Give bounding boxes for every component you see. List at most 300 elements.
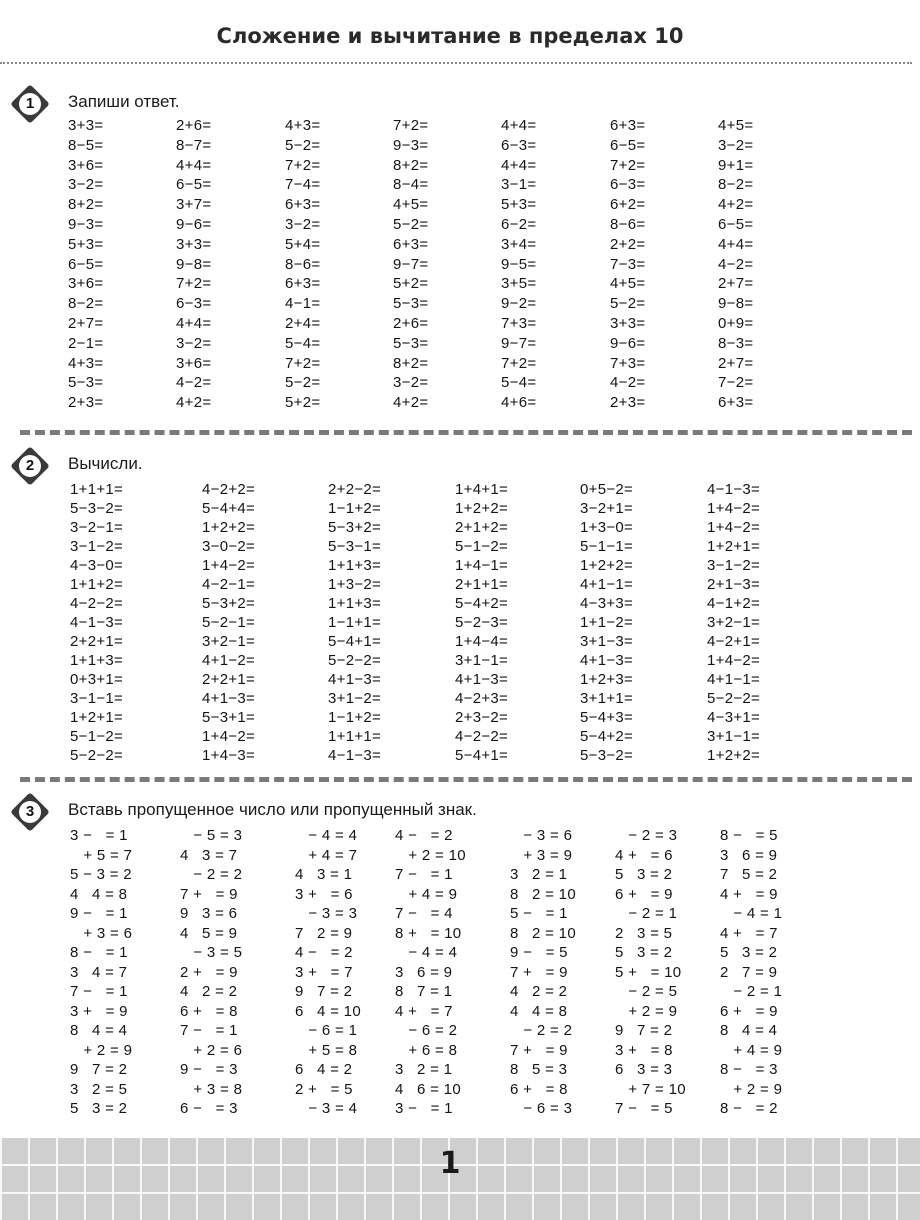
exercise: 9 7 = 2 — [295, 983, 353, 1000]
exercise: 5−3−1= — [328, 538, 382, 555]
exercise: − 3 = 5 — [180, 944, 243, 961]
exercise: 9−8= — [718, 295, 754, 313]
exercise: 3−2= — [176, 334, 212, 352]
exercise: 3+6= — [176, 354, 212, 372]
exercise: 3+4= — [501, 235, 537, 253]
exercise: + 2 = 9 — [70, 1041, 133, 1059]
exercise: 3+1−1= — [707, 728, 761, 745]
exercise: 5−4+3= — [580, 709, 634, 726]
exercise: 4 + = 6 — [615, 846, 673, 864]
exercise: 1−1+1= — [328, 614, 382, 631]
exercise: − 2 = 1 — [615, 905, 678, 922]
exercise: 2 + = 5 — [295, 1080, 353, 1098]
exercise: 3 − = 1 — [395, 1100, 453, 1117]
exercise: 4+3= — [285, 117, 321, 134]
exercise: 9−6= — [610, 334, 646, 352]
task-instruction: Вставь пропущенное число или пропущенный знак. — [68, 800, 477, 819]
exercise: 4+5= — [393, 196, 429, 214]
exercise: 9−5= — [501, 255, 537, 273]
exercise: 7 − = 1 — [70, 983, 128, 1000]
exercise: 5−3+1= — [202, 709, 256, 726]
exercise: 4+4= — [176, 156, 212, 174]
exercise: 8+2= — [68, 196, 104, 214]
exercise: 3−2−1= — [70, 519, 124, 536]
exercise: 6 + = 9 — [615, 885, 673, 903]
exercise: 5−2−1= — [202, 614, 256, 631]
exercise: 5−1−1= — [580, 538, 634, 555]
exercise: + 5 = 7 — [70, 846, 133, 864]
exercise: 5 3 = 2 — [615, 866, 673, 883]
page-title: Сложение и вычитание в пределах 10 — [216, 24, 684, 48]
exercise: 9+1= — [718, 156, 754, 174]
exercise: − 2 = 5 — [615, 983, 678, 1000]
exercise: 5+4= — [285, 235, 321, 253]
exercise: 5+3= — [501, 196, 537, 214]
exercise: 5 + = 10 — [615, 963, 682, 981]
exercise: 4−2−2= — [70, 595, 124, 612]
exercise-grid-2 — [70, 481, 810, 771]
exercise: 1+1+3= — [70, 652, 124, 669]
exercise: 4−3−0= — [70, 557, 124, 574]
exercise: + 4 = 9 — [395, 885, 458, 903]
exercise: 4 4 = 8 — [70, 885, 128, 903]
exercise: 2 + = 9 — [180, 963, 238, 981]
exercise: 9 3 = 6 — [180, 905, 238, 922]
exercise: 5−3+2= — [202, 595, 256, 612]
exercise: 1+4−2= — [707, 519, 761, 536]
exercise: 6+3= — [285, 196, 321, 214]
exercise: 7+2= — [285, 156, 321, 174]
exercise: 8−5= — [68, 136, 104, 154]
exercise: 5−4+1= — [455, 747, 509, 764]
exercise: 7+3= — [610, 354, 646, 372]
exercise: 8−3= — [718, 334, 754, 352]
exercise: 1+3−2= — [328, 576, 382, 593]
exercise: − 6 = 3 — [510, 1100, 573, 1117]
exercise: 4 2 = 2 — [510, 983, 568, 1000]
exercise: 4 4 = 8 — [510, 1002, 568, 1020]
exercise: 8+2= — [393, 156, 429, 174]
exercise: 3 4 = 7 — [70, 963, 128, 981]
exercise: 7 − = 1 — [395, 866, 453, 883]
exercise: 2+3= — [68, 394, 104, 412]
exercise: 4+1−3= — [202, 690, 256, 707]
exercise: + 3 = 8 — [180, 1080, 243, 1098]
exercise: 3 + = 7 — [295, 963, 353, 981]
exercise: + 3 = 9 — [510, 846, 573, 864]
exercise: 3−2+1= — [580, 500, 634, 517]
exercise: 1+1+1= — [70, 481, 124, 498]
exercise: 4+4= — [501, 117, 537, 134]
exercise: 3−1−2= — [707, 557, 761, 574]
exercise: 4−2−2= — [455, 728, 509, 745]
exercise: 2+7= — [718, 354, 754, 372]
exercise: 3+2−1= — [707, 614, 761, 631]
exercise: 6 + = 8 — [180, 1002, 238, 1020]
exercise: 7−4= — [285, 176, 321, 194]
exercise: 3 2 = 1 — [510, 866, 568, 883]
exercise: − 2 = 1 — [720, 983, 783, 1000]
exercise: 2+3−2= — [455, 709, 509, 726]
exercise: 4 − = 2 — [295, 944, 353, 961]
exercise: 3+2−1= — [202, 633, 256, 650]
exercise: 4 + = 7 — [395, 1002, 453, 1020]
exercise: 3+5= — [501, 275, 537, 293]
exercise: 5−2−2= — [70, 747, 124, 764]
exercise: 6+2= — [610, 196, 646, 214]
exercise: 9 7 = 2 — [615, 1022, 673, 1039]
exercise: 6 4 = 2 — [295, 1061, 353, 1078]
exercise: 3 2 = 1 — [395, 1061, 453, 1078]
exercise: 3−0−2= — [202, 538, 256, 555]
exercise: 4 3 = 7 — [180, 846, 238, 864]
exercise: 3+3= — [610, 315, 646, 332]
exercise: 1+2+2= — [707, 747, 761, 764]
exercise: 5 3 = 2 — [70, 1100, 128, 1117]
exercise: 3+1−2= — [328, 690, 382, 707]
exercise: 7 5 = 2 — [720, 866, 778, 883]
exercise: + 3 = 6 — [70, 924, 133, 942]
exercise: 7+2= — [176, 275, 212, 293]
exercise: 3 + = 8 — [615, 1041, 673, 1059]
exercise: 7 + = 9 — [180, 885, 238, 903]
exercise: 9−3= — [393, 136, 429, 154]
exercise: 3 2 = 5 — [70, 1080, 128, 1098]
exercise: 4+2= — [176, 394, 212, 412]
exercise: 5−1−2= — [455, 538, 509, 555]
exercise: 6−3= — [176, 295, 212, 313]
exercise: 4 2 = 2 — [180, 983, 238, 1000]
exercise: 7−3= — [610, 255, 646, 273]
exercise: 4−3+3= — [580, 595, 634, 612]
exercise: 9 − = 1 — [70, 905, 128, 922]
exercise: 8 2 = 10 — [510, 924, 576, 942]
exercise: 8 4 = 4 — [720, 1022, 778, 1039]
exercise: 2+6= — [393, 315, 429, 332]
exercise: 4+3= — [68, 354, 104, 372]
exercise: 7 + = 9 — [510, 963, 568, 981]
exercise: 5 3 = 2 — [615, 944, 673, 961]
exercise: 9 − = 3 — [180, 1061, 238, 1078]
exercise: 8 − = 2 — [720, 1100, 778, 1117]
exercise: 3+6= — [68, 275, 104, 293]
exercise: 5 − 3 = 2 — [70, 866, 132, 883]
exercise: 4 3 = 1 — [295, 866, 353, 883]
exercise: 4+1−1= — [707, 671, 761, 688]
exercise: 5−4+2= — [580, 728, 634, 745]
exercise: 3+6= — [68, 156, 104, 174]
exercise: 1+4+1= — [455, 481, 509, 498]
exercise: 6 4 = 10 — [295, 1002, 361, 1020]
exercise: 8 5 = 3 — [510, 1061, 568, 1078]
exercise: 2 3 = 5 — [615, 924, 673, 942]
exercise: 1+1+3= — [328, 595, 382, 612]
exercise: 4−1+2= — [707, 595, 761, 612]
exercise: 5+3= — [68, 235, 104, 253]
exercise: 1−1+2= — [328, 709, 382, 726]
exercise: 6−2= — [501, 216, 537, 233]
exercise: + 2 = 10 — [395, 846, 466, 864]
exercise: 5−2= — [285, 374, 321, 392]
exercise: 6 + = 8 — [510, 1080, 568, 1098]
exercise: 4+1−2= — [202, 652, 256, 669]
exercise: 4−2+2= — [202, 481, 256, 498]
exercise: + 4 = 7 — [295, 846, 358, 864]
exercise: 4−2= — [610, 374, 646, 392]
exercise: 6 − = 3 — [180, 1100, 238, 1117]
exercise: 9−7= — [393, 255, 429, 273]
exercise: 3−1= — [501, 176, 537, 194]
exercise: − 6 = 1 — [295, 1022, 358, 1039]
exercise: 8+2= — [393, 354, 429, 372]
exercise: 5+2= — [393, 275, 429, 293]
exercise: 8 7 = 1 — [395, 983, 453, 1000]
exercise: 6 + = 9 — [720, 1002, 778, 1020]
exercise: 7+2= — [610, 156, 646, 174]
page-number: 1 — [439, 1146, 461, 1181]
exercise: 4−2+3= — [455, 690, 509, 707]
exercise: − 2 = 2 — [510, 1022, 573, 1039]
exercise: 5−2= — [610, 295, 646, 313]
exercise: 0+5−2= — [580, 481, 634, 498]
exercise: + 2 = 6 — [180, 1041, 243, 1059]
task-number-badge: 2 — [10, 446, 50, 486]
exercise: 7 2 = 9 — [295, 924, 353, 942]
exercise: 7+2= — [393, 117, 429, 134]
exercise: 3 6 = 9 — [395, 963, 453, 981]
exercise: 2+7= — [718, 275, 754, 293]
exercise: 2+2+1= — [70, 633, 124, 650]
exercise: 2+7= — [68, 315, 104, 332]
exercise: − 3 = 6 — [510, 827, 573, 844]
exercise: 4 6 = 10 — [395, 1080, 461, 1098]
exercise: 3+1−1= — [455, 652, 509, 669]
exercise: 1+4−2= — [707, 500, 761, 517]
exercise: 3−1−1= — [70, 690, 124, 707]
task-number-badge: 3 — [10, 792, 50, 832]
exercise: 1+1+2= — [70, 576, 124, 593]
exercise: 5−2= — [393, 216, 429, 233]
exercise: 3−1−2= — [70, 538, 124, 555]
exercise: 7+2= — [501, 354, 537, 372]
exercise: 2+1+1= — [455, 576, 509, 593]
exercise: 5−4+4= — [202, 500, 256, 517]
exercise: 4−3+1= — [707, 709, 761, 726]
exercise: 2+1−3= — [707, 576, 761, 593]
exercise: 6−5= — [610, 136, 646, 154]
exercise: 4−1−3= — [328, 747, 382, 764]
exercise: − 6 = 2 — [395, 1022, 458, 1039]
exercise: 4+2= — [718, 196, 754, 214]
exercise: 5−2−2= — [707, 690, 761, 707]
exercise: 4+1−3= — [455, 671, 509, 688]
exercise: + 6 = 8 — [395, 1041, 458, 1059]
exercise: 8 2 = 10 — [510, 885, 576, 903]
exercise: 5−3+2= — [328, 519, 382, 536]
exercise: 1+3−0= — [580, 519, 634, 536]
exercise: 3−2= — [68, 176, 104, 194]
exercise: 3−2= — [393, 374, 429, 392]
exercise: + 5 = 8 — [295, 1041, 358, 1059]
exercise: 6−3= — [501, 136, 537, 154]
exercise: 9−2= — [501, 295, 537, 313]
exercise: + 2 = 9 — [615, 1002, 678, 1020]
title-divider — [0, 62, 912, 64]
exercise: 1+4−2= — [707, 652, 761, 669]
exercise: 5−3−2= — [580, 747, 634, 764]
exercise: 2+2+1= — [202, 671, 256, 688]
exercise: 5−3= — [68, 374, 104, 392]
exercise: 1+2+2= — [455, 500, 509, 517]
exercise: 7 − = 4 — [395, 905, 453, 922]
exercise: 4+1−3= — [580, 652, 634, 669]
exercise: 9−6= — [176, 216, 212, 233]
exercise: 4+4= — [718, 235, 754, 253]
exercise: 8−2= — [68, 295, 104, 313]
exercise: 4 + = 7 — [720, 924, 778, 942]
exercise: 8−2= — [718, 176, 754, 194]
exercise: 4−2+1= — [707, 633, 761, 650]
exercise: 6+3= — [393, 235, 429, 253]
exercise: 5−4= — [285, 334, 321, 352]
exercise: 1+2+2= — [202, 519, 256, 536]
exercise: 4 − = 2 — [395, 827, 453, 844]
exercise: 7 − = 5 — [615, 1100, 673, 1117]
exercise: 3 + = 9 — [70, 1002, 128, 1020]
exercise: 4+1−1= — [580, 576, 634, 593]
exercise: 1+2+1= — [707, 538, 761, 555]
exercise: 1+2+2= — [580, 557, 634, 574]
exercise: 3−2= — [285, 216, 321, 233]
exercise: 3+7= — [176, 196, 212, 214]
exercise: 7 − = 1 — [180, 1022, 238, 1039]
exercise: 5−3−2= — [70, 500, 124, 517]
exercise: 3+1+1= — [580, 690, 634, 707]
exercise: 4+5= — [610, 275, 646, 293]
exercise: 5−4+2= — [455, 595, 509, 612]
section-divider — [20, 430, 912, 435]
exercise: 6−5= — [718, 216, 754, 233]
exercise: 6−3= — [610, 176, 646, 194]
exercise: 3 6 = 9 — [720, 846, 778, 864]
exercise: 2+6= — [176, 117, 212, 134]
exercise: 8 − = 5 — [720, 827, 778, 844]
exercise: 4−1−3= — [707, 481, 761, 498]
exercise: 5−4+1= — [328, 633, 382, 650]
exercise: 1+4−3= — [202, 747, 256, 764]
exercise: 3 − = 1 — [70, 827, 128, 844]
exercise: 9 − = 5 — [510, 944, 568, 961]
exercise: 2−1= — [68, 334, 104, 352]
exercise: 7+3= — [501, 315, 537, 332]
exercise: 1+4−1= — [455, 557, 509, 574]
exercise: 5−2−3= — [455, 614, 509, 631]
exercise: 6+3= — [718, 394, 754, 412]
exercise: 4−1−3= — [70, 614, 124, 631]
exercise: 4−2= — [718, 255, 754, 273]
exercise: 2+2−2= — [328, 481, 382, 498]
exercise: 8 4 = 4 — [70, 1022, 128, 1039]
exercise-grid-3 — [70, 827, 810, 1127]
exercise: 4 5 = 9 — [180, 924, 238, 942]
exercise: 4+4= — [176, 315, 212, 332]
exercise: 1+1−2= — [580, 614, 634, 631]
exercise: 8 + = 10 — [395, 924, 462, 942]
exercise: 4+1−3= — [328, 671, 382, 688]
exercise: 1+4−2= — [202, 728, 256, 745]
exercise: 5−2−2= — [328, 652, 382, 669]
exercise: 8−6= — [610, 216, 646, 233]
exercise: 4−2−1= — [202, 576, 256, 593]
exercise: 3+3= — [176, 235, 212, 253]
exercise: 6+3= — [610, 117, 646, 134]
exercise: 3 + = 6 — [295, 885, 353, 903]
task-instruction: Запиши ответ. — [68, 92, 180, 111]
exercise: 4+5= — [718, 117, 754, 134]
exercise: + 2 = 9 — [720, 1080, 783, 1098]
task-instruction: Вычисли. — [68, 454, 143, 473]
exercise: 4 + = 9 — [720, 885, 778, 903]
exercise: − 4 = 1 — [720, 905, 783, 922]
exercise: 4+6= — [501, 394, 537, 412]
exercise: − 2 = 3 — [615, 827, 678, 844]
exercise: 6+3= — [285, 275, 321, 293]
exercise: 5 3 = 2 — [720, 944, 778, 961]
exercise: + 4 = 9 — [720, 1041, 783, 1059]
exercise: 1+4−2= — [202, 557, 256, 574]
exercise: 9−7= — [501, 334, 537, 352]
exercise: 3+1−3= — [580, 633, 634, 650]
exercise: 7 + = 9 — [510, 1041, 568, 1059]
exercise: 2+3= — [610, 394, 646, 412]
exercise: 5−3= — [393, 334, 429, 352]
exercise: 6−5= — [176, 176, 212, 194]
exercise: 8 − = 3 — [720, 1061, 778, 1078]
exercise: − 3 = 3 — [295, 905, 358, 922]
exercise: 8−7= — [176, 136, 212, 154]
exercise: + 7 = 10 — [615, 1080, 686, 1098]
exercise: 4−2= — [176, 374, 212, 392]
exercise: 1+2+3= — [580, 671, 634, 688]
exercise-grid-1 — [68, 117, 808, 417]
exercise: 5−4= — [501, 374, 537, 392]
exercise: 9 7 = 2 — [70, 1061, 128, 1078]
exercise: 1+4−4= — [455, 633, 509, 650]
exercise: 3−2= — [718, 136, 754, 154]
exercise: 5 − = 1 — [510, 905, 568, 922]
exercise: 5−2= — [285, 136, 321, 154]
exercise: 6 3 = 3 — [615, 1061, 673, 1078]
exercise: 8−6= — [285, 255, 321, 273]
exercise: 1+2+1= — [70, 709, 124, 726]
exercise: 9−8= — [176, 255, 212, 273]
exercise: 8−4= — [393, 176, 429, 194]
exercise: 5+2= — [285, 394, 321, 412]
exercise: 8 − = 1 — [70, 944, 128, 961]
exercise: − 5 = 3 — [180, 827, 243, 844]
exercise: 2+2= — [610, 235, 646, 253]
exercise: 1+1+1= — [328, 728, 382, 745]
exercise: 2+4= — [285, 315, 321, 332]
exercise: 7−2= — [718, 374, 754, 392]
exercise: − 2 = 2 — [180, 866, 243, 883]
exercise: 5−1−2= — [70, 728, 124, 745]
exercise: 1+1+3= — [328, 557, 382, 574]
section-divider — [20, 777, 912, 782]
exercise: − 4 = 4 — [395, 944, 458, 961]
exercise: 7+2= — [285, 354, 321, 372]
exercise: 4+4= — [501, 156, 537, 174]
